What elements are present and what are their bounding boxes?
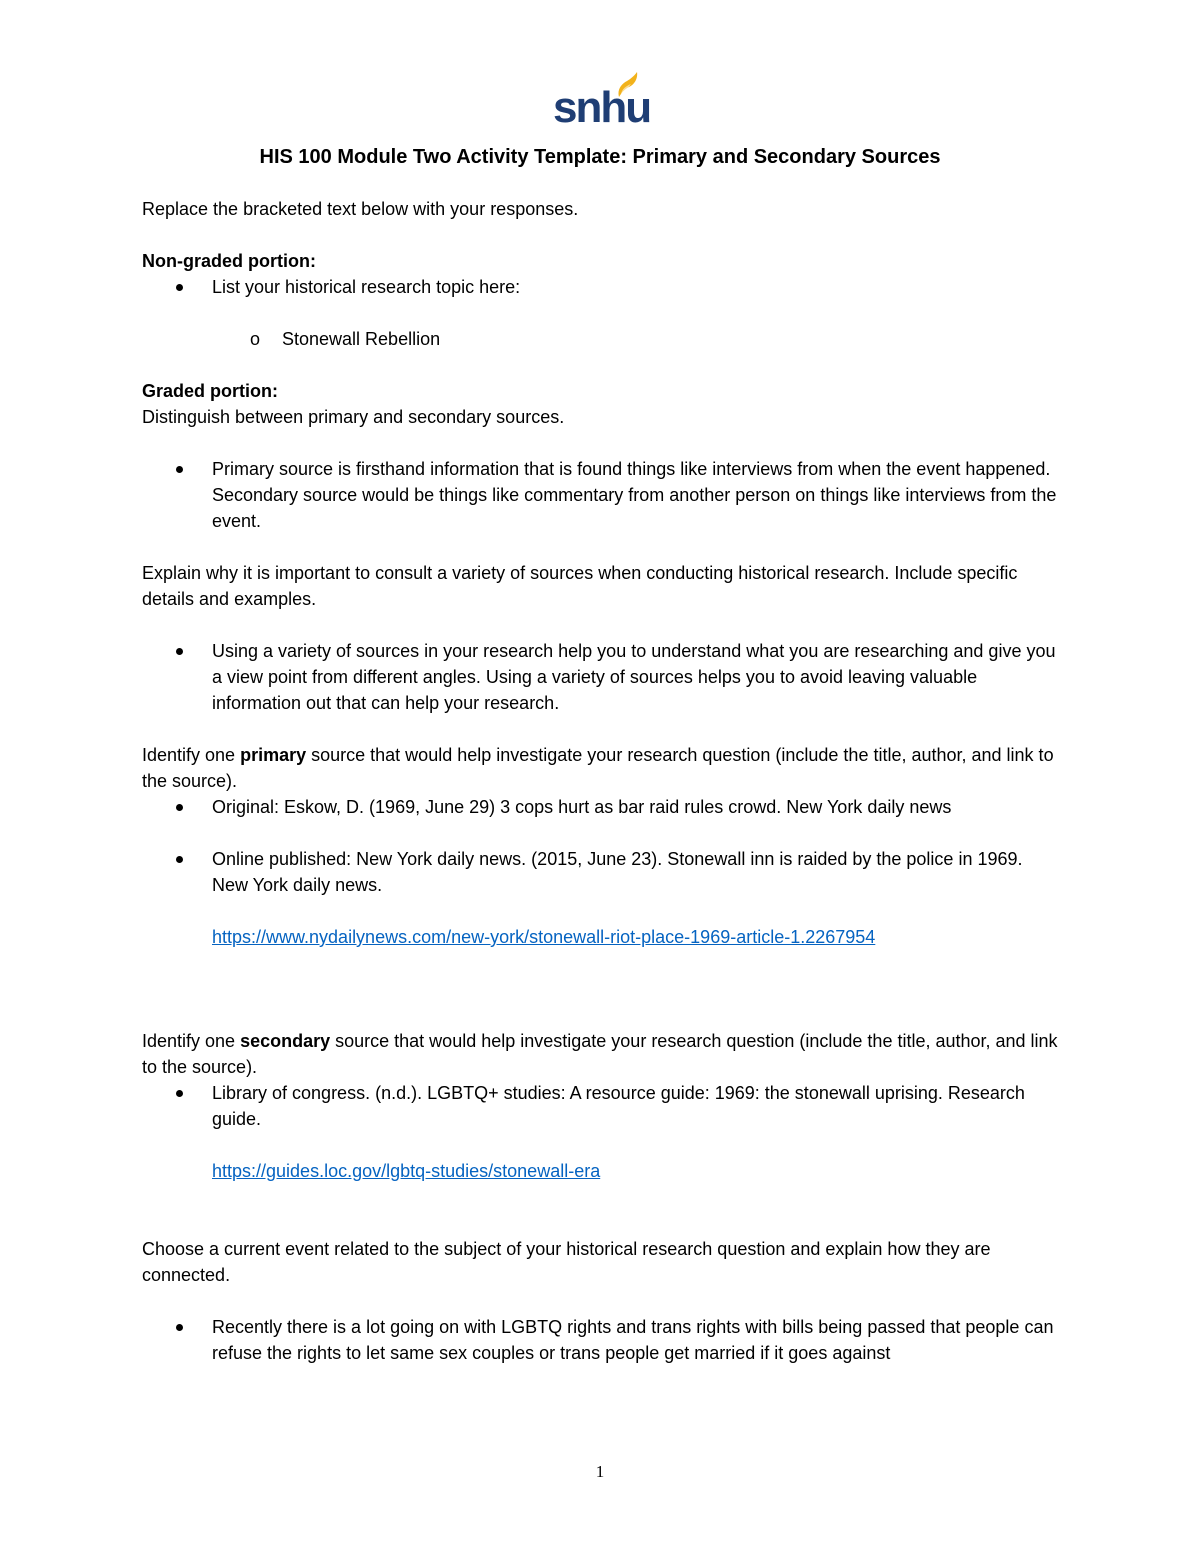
logo-wordmark: snhu [553,83,651,132]
primary-source-link[interactable]: https://www.nydailynews.com/new-york/stonewall-riot-place-1969-article-1.2267954 [212,927,876,947]
answer-2-list [142,638,1062,716]
answer-3-list [142,794,1062,820]
list-item: Primary source is firsthand information that is found things like interviews from when the event happened. Secondary source would be things like commentary from another person on things like interviews from the event. [142,456,1062,534]
question-1: Distinguish between primary and secondary sources. [142,407,565,427]
intro-text: Replace the bracketed text below with your responses. [142,199,579,219]
document-body [142,196,1062,1366]
answer-4-list [142,1080,1062,1132]
answer-3-online-list [142,846,1062,898]
secondary-source-link[interactable]: https://guides.loc.gov/lgbtq-studies/stonewall-era [212,1161,601,1181]
question-3: Identify one primary source that would help investigate your research question (include the title, author, and link to the source). [142,745,1054,791]
graded-heading: Graded portion: [142,381,278,401]
sub-bullet-marker: o [250,329,261,349]
primary-source-link-line [142,924,1062,950]
question-4: Identify one secondary source that would help investigate your research question (include the title, author, and link to the source). [142,1031,1058,1077]
list-item: Online published: New York daily news. (2015, June 23). Stonewall inn is raided by the police in 1969. New York daily news. [142,846,1062,898]
question-2: Explain why it is important to consult a variety of sources when conducting historical research. Include specific details and examples. [142,563,1018,609]
list-item: Library of congress. (n.d.). LGBTQ+ studies: A resource guide: 1969: the stonewall uprising. Research guide. [142,1080,1062,1132]
non-graded-list [142,274,1062,300]
snhu-logo [553,72,651,134]
answer-5-list [142,1314,1062,1366]
list-item: Recently there is a lot going on with LGBTQ rights and trans rights with bills being passed that people can refuse the rights to let same sex couples or trans people get married if it goes against [142,1314,1062,1366]
topic-answer [142,326,1062,352]
page-number: 1 [595,1462,605,1481]
answer-1-list [142,456,1062,534]
non-graded-heading: Non-graded portion: [142,251,316,271]
list-item: List your historical research topic here: [142,274,1062,300]
document-title: HIS 100 Module Two Activity Template: Primary and Secondary Sources [259,146,941,168]
question-5: Choose a current event related to the subject of your historical research question and explain how they are connected. [142,1239,991,1285]
list-item: Original: Eskow, D. (1969, June 29) 3 cops hurt as bar raid rules crowd. New York daily news [142,794,1062,820]
list-item: Using a variety of sources in your research help you to understand what you are researching and give you a view point from different angles. Using a variety of sources helps you to avoid leaving valuable information out that can help your research. [142,638,1062,716]
topic-answer-text: Stonewall Rebellion [282,329,441,349]
secondary-source-link-line [142,1158,1062,1184]
